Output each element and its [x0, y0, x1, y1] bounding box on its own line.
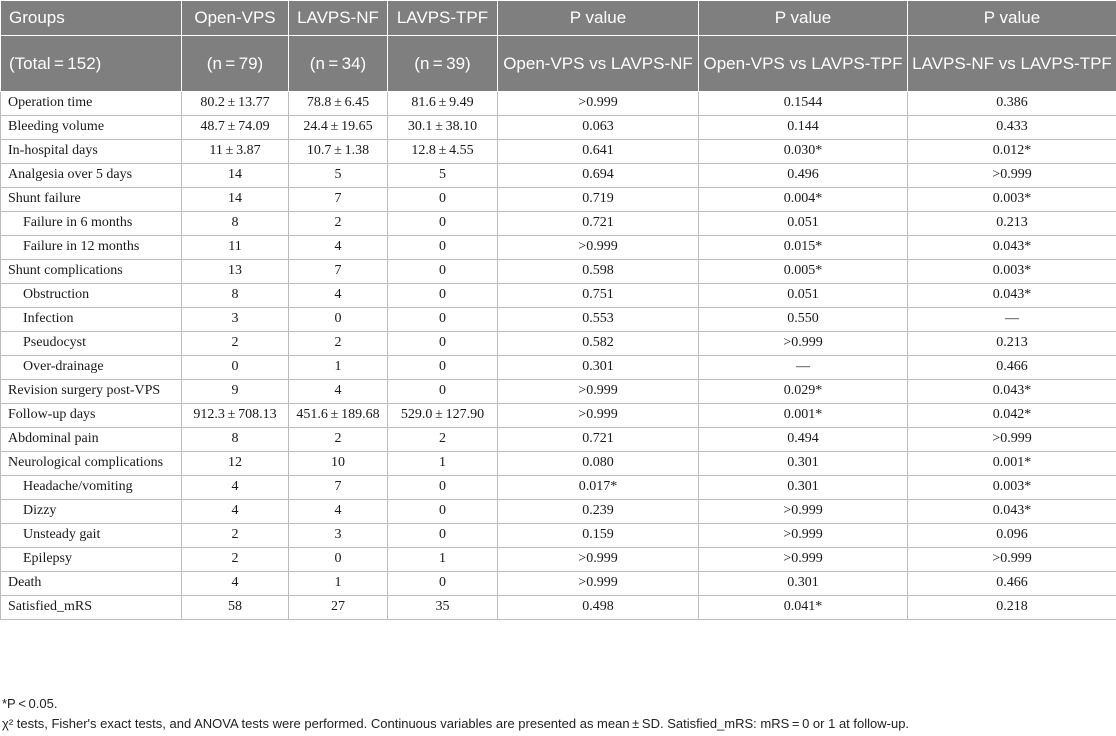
header-total: (Total = 152) [1, 36, 182, 92]
table-row [1, 92, 1116, 116]
row-label: Shunt failure [1, 188, 182, 212]
table-cell: 14 [182, 188, 289, 212]
table-row [1, 284, 1116, 308]
table-cell: 0.751 [498, 284, 699, 308]
table-row [1, 236, 1116, 260]
table-cell: 0.003* [908, 476, 1116, 500]
table-cell: 4 [289, 500, 388, 524]
table-cell: 0 [289, 548, 388, 572]
table-row [1, 404, 1116, 428]
table-cell: 0.213 [908, 332, 1116, 356]
table-cell: >0.999 [498, 236, 699, 260]
table-cell: 0 [388, 212, 498, 236]
header-groups: Groups [1, 1, 182, 36]
table-cell: 5 [289, 164, 388, 188]
table-cell: 0.043* [908, 236, 1116, 260]
header-n-lavps-tpf: (n = 39) [388, 36, 498, 92]
table-cell: 58 [182, 596, 289, 620]
row-label: Infection [1, 308, 182, 332]
table-row [1, 548, 1116, 572]
table-cell: 10 [289, 452, 388, 476]
table-row [1, 356, 1116, 380]
table-cell: 0.051 [699, 212, 908, 236]
table-row [1, 260, 1116, 284]
table-cell: 0.496 [699, 164, 908, 188]
row-label: Over-drainage [1, 356, 182, 380]
table-cell: 0.005* [699, 260, 908, 284]
row-label: Bleeding volume [1, 116, 182, 140]
row-label: Revision surgery post-VPS [1, 380, 182, 404]
table-row [1, 476, 1116, 500]
table-cell: 0 [289, 308, 388, 332]
table-cell: 0.553 [498, 308, 699, 332]
table-cell: >0.999 [699, 500, 908, 524]
header-open-vps: Open-VPS [182, 1, 289, 36]
row-label: Analgesia over 5 days [1, 164, 182, 188]
table-cell: >0.999 [699, 524, 908, 548]
footnote-methods: χ² tests, Fisher's exact tests, and ANOVA tests were performed. Continuous variables are presented as mean ± SD. Satisfied_mRS: mRS = 0 or 1 at follow-up. [2, 716, 910, 731]
table-cell: 12 [182, 452, 289, 476]
table-row [1, 332, 1116, 356]
header-n-open-vps: (n = 79) [182, 36, 289, 92]
header-row-1 [1, 1, 1116, 36]
table-cell: 2 [289, 332, 388, 356]
table-row [1, 452, 1116, 476]
table-cell: 0.042* [908, 404, 1116, 428]
table-cell: 9 [182, 380, 289, 404]
table-cell: 0.1544 [699, 92, 908, 116]
table-cell: 0.043* [908, 380, 1116, 404]
table-cell: 0.015* [699, 236, 908, 260]
table-cell: 2 [182, 548, 289, 572]
table-cell: 0 [388, 476, 498, 500]
header-n-lavps-nf: (n = 34) [289, 36, 388, 92]
table-cell: >0.999 [699, 332, 908, 356]
table-cell: >0.999 [908, 548, 1116, 572]
table-cell: 0 [388, 284, 498, 308]
table-cell: 4 [182, 476, 289, 500]
table-cell: 0.096 [908, 524, 1116, 548]
table-cell: 2 [182, 332, 289, 356]
table-cell: 1 [289, 572, 388, 596]
table-cell: >0.999 [498, 572, 699, 596]
table-cell: 8 [182, 284, 289, 308]
table-cell: 12.8 ± 4.55 [388, 140, 498, 164]
table-cell: 0.080 [498, 452, 699, 476]
table-cell: 0.466 [908, 356, 1116, 380]
table-cell: 0.301 [699, 476, 908, 500]
header-p-value-3: P value [908, 1, 1116, 36]
row-label: Death [1, 572, 182, 596]
row-label: Obstruction [1, 284, 182, 308]
table-cell: 0.012* [908, 140, 1116, 164]
header-p-value-1: P value [498, 1, 699, 36]
table-cell: 1 [388, 452, 498, 476]
table-cell: 4 [182, 572, 289, 596]
table-cell: 0.001* [908, 452, 1116, 476]
table-cell: 0.301 [699, 572, 908, 596]
table-row [1, 572, 1116, 596]
table-cell: 0.719 [498, 188, 699, 212]
table-cell: 0.498 [498, 596, 699, 620]
table-cell: 0.003* [908, 260, 1116, 284]
table-cell: 48.7 ± 74.09 [182, 116, 289, 140]
table-body [1, 92, 1116, 620]
table-cell: 13 [182, 260, 289, 284]
table-cell: >0.999 [498, 404, 699, 428]
table-cell: — [908, 308, 1116, 332]
table-cell: 0.051 [699, 284, 908, 308]
table-cell: 0.433 [908, 116, 1116, 140]
table-cell: 0.386 [908, 92, 1116, 116]
table-cell: 2 [289, 428, 388, 452]
table-cell: 7 [289, 188, 388, 212]
table-cell: 14 [182, 164, 289, 188]
row-label: Dizzy [1, 500, 182, 524]
table-cell: 0.063 [498, 116, 699, 140]
row-label: Satisfied_mRS [1, 596, 182, 620]
table-cell: 0.641 [498, 140, 699, 164]
table-cell: 0.041* [699, 596, 908, 620]
table-cell: 0 [388, 356, 498, 380]
table-cell: 8 [182, 212, 289, 236]
table-cell: 0.466 [908, 572, 1116, 596]
header-lavps-nf: LAVPS-NF [289, 1, 388, 36]
table-cell: 529.0 ± 127.90 [388, 404, 498, 428]
table-cell: 2 [182, 524, 289, 548]
table-cell: 0.003* [908, 188, 1116, 212]
table-cell: 0.721 [498, 212, 699, 236]
table-cell: 24.4 ± 19.65 [289, 116, 388, 140]
table-cell: 0 [388, 572, 498, 596]
table-cell: 912.3 ± 708.13 [182, 404, 289, 428]
table-cell: 78.8 ± 6.45 [289, 92, 388, 116]
table-row [1, 188, 1116, 212]
footnote-significance: *P < 0.05. [2, 696, 58, 711]
row-label: Shunt complications [1, 260, 182, 284]
table-cell: 10.7 ± 1.38 [289, 140, 388, 164]
table-row [1, 500, 1116, 524]
table-cell: 8 [182, 428, 289, 452]
table-row [1, 140, 1116, 164]
table-cell: 0.301 [699, 452, 908, 476]
table-cell: >0.999 [908, 164, 1116, 188]
table-cell: 451.6 ± 189.68 [289, 404, 388, 428]
table-cell: 4 [289, 380, 388, 404]
table-cell: 1 [289, 356, 388, 380]
table-cell: 0 [388, 308, 498, 332]
table-cell: 3 [182, 308, 289, 332]
header-p-value-2: P value [699, 1, 908, 36]
table-row [1, 428, 1116, 452]
header-comparison-3: LAVPS-NF vs LAVPS-TPF [908, 36, 1116, 92]
table-cell: 4 [182, 500, 289, 524]
row-label: Follow-up days [1, 404, 182, 428]
table-row [1, 116, 1116, 140]
table-cell: 11 ± 3.87 [182, 140, 289, 164]
table-cell: 0 [388, 188, 498, 212]
table-cell: 80.2 ± 13.77 [182, 92, 289, 116]
table-cell: 0.213 [908, 212, 1116, 236]
table-cell: 11 [182, 236, 289, 260]
table-cell: 27 [289, 596, 388, 620]
table-cell: 0.694 [498, 164, 699, 188]
table-cell: 5 [388, 164, 498, 188]
table-cell: 7 [289, 476, 388, 500]
table-cell: 2 [388, 428, 498, 452]
row-label: Failure in 6 months [1, 212, 182, 236]
table-cell: 0 [182, 356, 289, 380]
table-row [1, 524, 1116, 548]
table-row [1, 596, 1116, 620]
footnotes [2, 694, 1112, 734]
header-row-2 [1, 36, 1116, 92]
table-cell: 0.582 [498, 332, 699, 356]
table-cell: — [699, 356, 908, 380]
table-cell: 0.550 [699, 308, 908, 332]
table-cell: 0 [388, 236, 498, 260]
header-lavps-tpf: LAVPS-TPF [388, 1, 498, 36]
row-label: Unsteady gait [1, 524, 182, 548]
table-cell: 0 [388, 524, 498, 548]
table-cell: 2 [289, 212, 388, 236]
header-comparison-2: Open-VPS vs LAVPS-TPF [699, 36, 908, 92]
table-cell: 3 [289, 524, 388, 548]
row-label: In-hospital days [1, 140, 182, 164]
row-label: Epilepsy [1, 548, 182, 572]
table-cell: 0 [388, 500, 498, 524]
row-label: Operation time [1, 92, 182, 116]
header-comparison-1: Open-VPS vs LAVPS-NF [498, 36, 699, 92]
row-label: Headache/vomiting [1, 476, 182, 500]
table-cell: >0.999 [699, 548, 908, 572]
table-row [1, 308, 1116, 332]
table-cell: 0.159 [498, 524, 699, 548]
table-cell: 0.239 [498, 500, 699, 524]
row-label: Pseudocyst [1, 332, 182, 356]
table-row [1, 212, 1116, 236]
table-cell: 0.004* [699, 188, 908, 212]
table-cell: 0.043* [908, 284, 1116, 308]
table-cell: 0 [388, 380, 498, 404]
table-cell: 0.029* [699, 380, 908, 404]
table-cell: >0.999 [498, 92, 699, 116]
row-label: Neurological complications [1, 452, 182, 476]
table-cell: 0.017* [498, 476, 699, 500]
table-cell: 0.721 [498, 428, 699, 452]
table-cell: 0 [388, 260, 498, 284]
table-cell: 4 [289, 236, 388, 260]
table-cell: 0 [388, 332, 498, 356]
table-cell: 0.301 [498, 356, 699, 380]
table-cell: 0.144 [699, 116, 908, 140]
table-cell: 0.043* [908, 500, 1116, 524]
table-cell: 0.494 [699, 428, 908, 452]
table-cell: 0.001* [699, 404, 908, 428]
row-label: Failure in 12 months [1, 236, 182, 260]
table-cell: 30.1 ± 38.10 [388, 116, 498, 140]
table-cell: 0.598 [498, 260, 699, 284]
table-cell: 1 [388, 548, 498, 572]
table-cell: >0.999 [908, 428, 1116, 452]
table-row [1, 164, 1116, 188]
table-cell: >0.999 [498, 380, 699, 404]
row-label: Abdominal pain [1, 428, 182, 452]
table-cell: >0.999 [498, 548, 699, 572]
table-cell: 7 [289, 260, 388, 284]
table-cell: 4 [289, 284, 388, 308]
table-row [1, 380, 1116, 404]
table-cell: 0.218 [908, 596, 1116, 620]
table-cell: 0.030* [699, 140, 908, 164]
table-cell: 35 [388, 596, 498, 620]
table-cell: 81.6 ± 9.49 [388, 92, 498, 116]
